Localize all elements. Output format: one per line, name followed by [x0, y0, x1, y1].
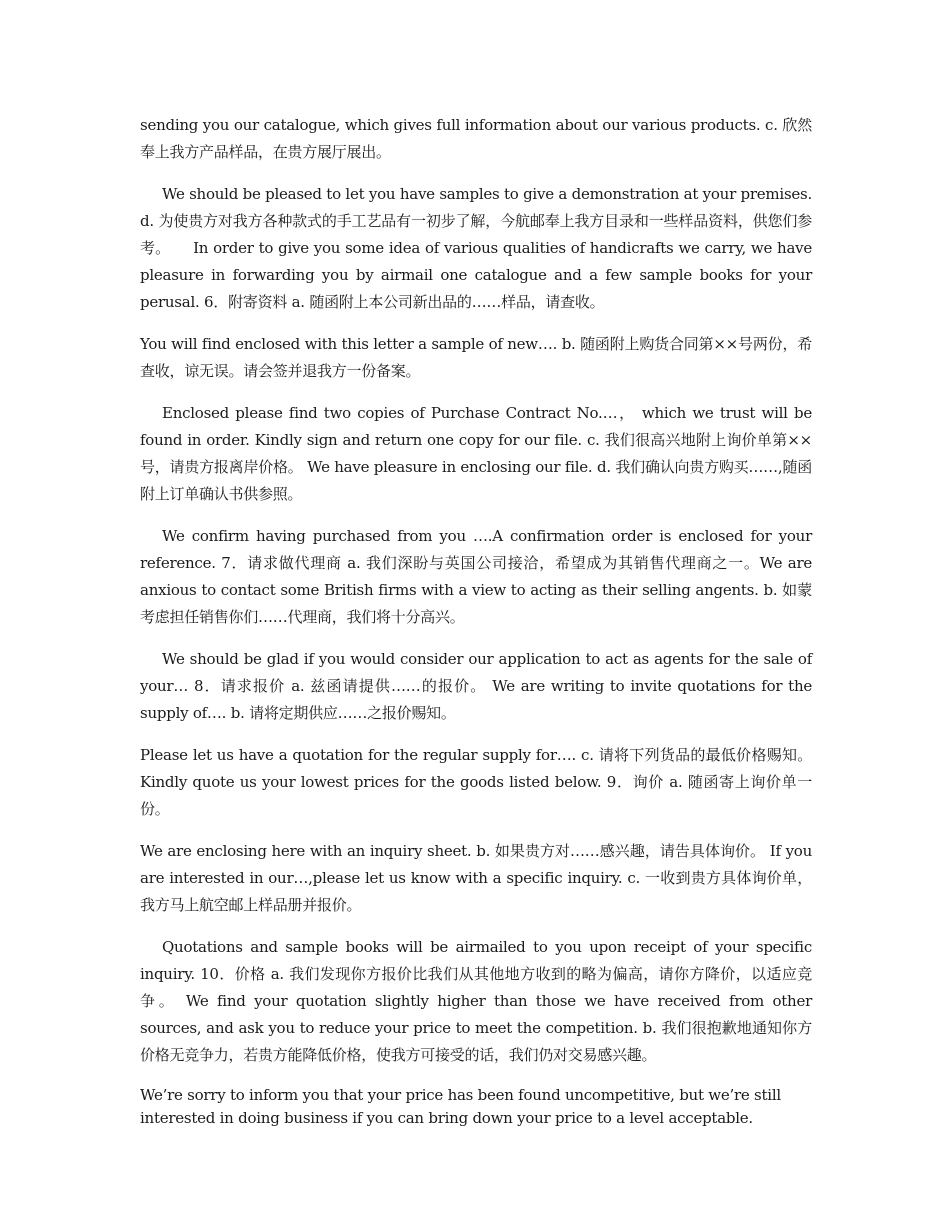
paragraph: sending you our catalogue, which gives full information about our various products. c. 欣然奉上我方产品样品，在贵方展厅展出。	[140, 116, 812, 161]
paragraph: We are enclosing here with an inquiry sheet. b. 如果贵方对……感兴趣，请告具体询价。 If you are interested in our…,please let us know with a specific inquiry. c. 一收到贵方具体询价单，我方马上航空邮上样品册并报价。	[140, 842, 812, 914]
paragraph: We should be pleased to let you have samples to give a demonstration at your premises. d. 为使贵方对我方各种款式的手工艺品有一初步了解，今航邮奉上我方目录和一些样品资料，供您们参考。 In order to give you some idea of various qualities of handicrafts we carry, we have pleasure in forwarding you by airmail one catalogue and a few sample books for your perusal. 6．附寄资料 a. 随函附上本公司新出品的……样品，请查收。	[140, 185, 832, 311]
document-body	[140, 112, 832, 1145]
paragraph: Please let us have a quotation for the regular supply for…. c. 请将下列货品的最低价格赐知。Kindly quote us your lowest prices for the goods listed below. 9．询价 a. 随函寄上询价单一份。	[140, 746, 812, 818]
paragraph: Quotations and sample books will be airmailed to you upon receipt of your specific inquiry. 10．价格 a. 我们发现你方报价比我们从其他地方收到的略为偏高，请你方降价，以适应竞争。 We find your quotation slightly higher than those we have received from other sources, and ask you to reduce your price to meet the competition. b. 我们很抱歉地通知你方价格无竞争力，若贵方能降低价格，使我方可接受的话，我们仍对交易感兴趣。	[140, 938, 812, 1064]
paragraph: Enclosed please find two copies of Purchase Contract No.…， which we trust will be found in order. Kindly sign and return one copy for our file. c. 我们很高兴地附上询价单第××号，请贵方报离岸价格。 We have pleasure in enclosing our file. d. 我们确认向贵方购买……,随函附上订单确认书供参照。	[140, 404, 812, 503]
paragraph: We’re sorry to inform you that your price has been found uncompetitive, but we’re still interested in doing business if you can bring down your price to a level acceptable.	[140, 1086, 781, 1127]
paragraph: You will find enclosed with this letter a sample of new…. b. 随函附上购货合同第××号两份，希查收，谅无误。请会签并退我方一份备案。	[140, 335, 812, 380]
paragraph: We should be glad if you would consider our application to act as agents for the sale of your… 8．请求报价 a. 兹函请提供……的报价。 We are writing to invite quotations for the supply of…. b. 请将定期供应……之报价赐知。	[140, 650, 812, 722]
paragraph: We confirm having purchased from you ….A confirmation order is enclosed for your reference. 7．请求做代理商 a. 我们深盼与英国公司接洽，希望成为其销售代理商之一。We are anxious to contact some British firms with a view to acting as their selling angents. b. 如蒙考虑担任销售你们……代理商，我们将十分高兴。	[140, 527, 812, 626]
